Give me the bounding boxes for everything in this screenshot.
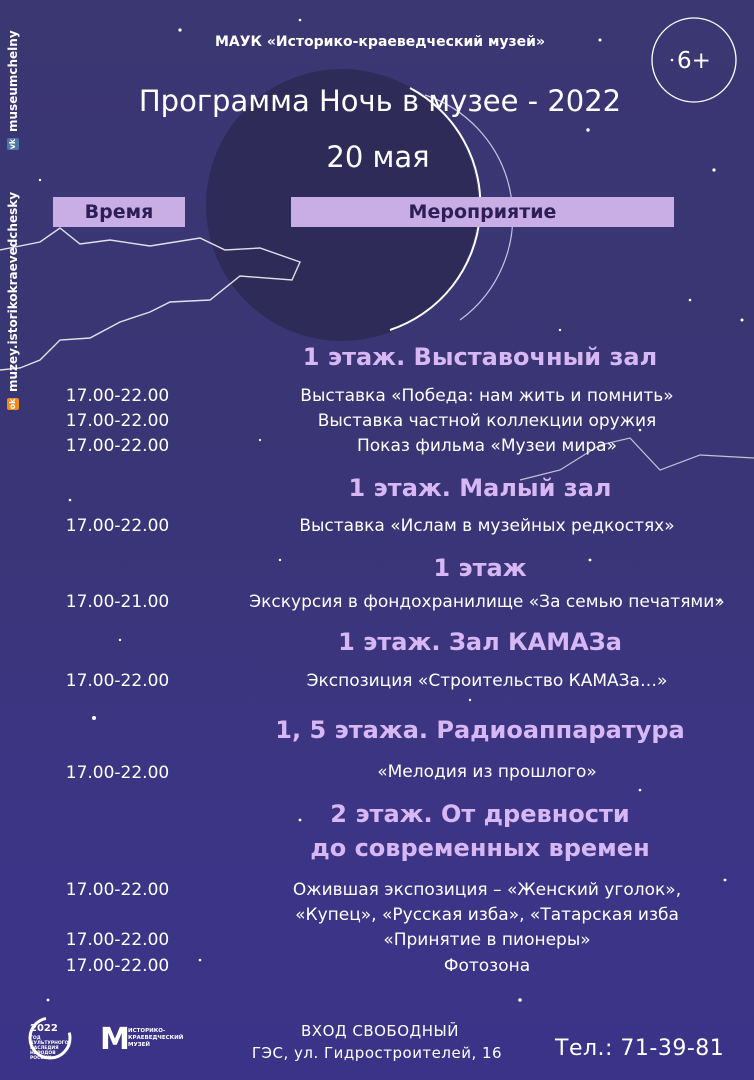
- schedule-event: Показ фильма «Музеи мира»: [357, 436, 617, 456]
- museum-logo-text: ИСТОРИКО- КРАЕВЕДЧЕСКИЙ МУЗЕЙ: [128, 1028, 184, 1048]
- free-entry-text: ВХОД СВОБОДНЫЙ: [301, 1022, 459, 1040]
- vk-icon: vk: [8, 138, 17, 150]
- heritage-logo-text: ГОД КУЛЬТУРНОГО НАСЛЕДИЯ НАРОДОВ РОССИИ: [30, 1036, 69, 1061]
- vk-sidebar-label: [6, 30, 20, 150]
- schedule-time: 17.00-22.00: [65, 411, 170, 431]
- schedule-time: 17.00-22.00: [65, 930, 170, 950]
- schedule-event: Выставка «Победа: нам жить и помнить»: [300, 386, 674, 406]
- vk-handle[interactable]: museumchelny: [6, 30, 20, 132]
- column-header-time: Время: [53, 197, 185, 227]
- schedule-event-line-1: Ожившая экспозиция – «Женский уголок»,: [292, 880, 682, 900]
- section-title: 1, 5 этажа. Радиоаппаратура: [275, 716, 685, 744]
- phone-text[interactable]: Тел.: 71-39-81: [555, 1036, 725, 1061]
- schedule-time: 17.00-21.00: [65, 592, 170, 612]
- odnoklassniki-icon: ok: [8, 398, 17, 410]
- age-rating: 6+: [677, 48, 711, 74]
- schedule-time: 17.00-22.00: [65, 386, 170, 406]
- address-text: ГЭС, ул. Гидростроителей, 16: [251, 1044, 503, 1062]
- section-title-line-2: до современных времен: [310, 834, 650, 862]
- section-title: 1 этаж. Малый зал: [348, 474, 612, 502]
- schedule-time: 17.00-22.00: [65, 671, 170, 691]
- schedule-time: 17.00-22.00: [65, 763, 170, 783]
- schedule-event: Экспозиция «Строительство КАМАЗа…»: [306, 671, 668, 691]
- page-title: Программа Ночь в музее - 2022: [138, 84, 622, 118]
- section-title: 1 этаж. Выставочный зал: [302, 343, 658, 371]
- organization-name: МАУК «Историко-краеведческий музей»: [214, 34, 545, 50]
- schedule-event-line-2: «Купец», «Русская изба», «Татарская изба: [295, 905, 679, 925]
- schedule-time: 17.00-22.00: [65, 516, 170, 536]
- schedule-time: 17.00-22.00: [65, 956, 170, 976]
- event-date: 20 мая: [326, 140, 430, 174]
- section-title: 1 этаж. Зал КАМАЗа: [338, 628, 622, 656]
- column-header-event: Мероприятие: [291, 197, 674, 227]
- section-title-line-1: 2 этаж. От древности: [330, 800, 630, 828]
- schedule-event: Выставка частной коллекции оружия: [317, 411, 657, 431]
- heritage-year-logo: [24, 1014, 84, 1064]
- museum-logo: [100, 1022, 184, 1064]
- heritage-logo-year: 2022: [30, 1023, 58, 1034]
- section-title: 1 этаж: [433, 554, 527, 582]
- site-sidebar-label: [6, 192, 20, 410]
- schedule-event: «Мелодия из прошлого»: [377, 762, 597, 782]
- museum-logo-mark: M: [100, 1022, 130, 1057]
- schedule-event: «Принятие в пионеры»: [383, 930, 591, 950]
- schedule-event: Выставка «Ислам в музейных редкостях»: [299, 516, 675, 536]
- schedule-time: 17.00-22.00: [65, 436, 170, 456]
- site-handle[interactable]: muzey.istorikokraevedchesky: [6, 191, 20, 392]
- schedule-event: Экскурсия в фондохранилище «За семью печатями»: [249, 592, 725, 612]
- schedule-event: Фотозона: [443, 956, 531, 976]
- schedule-time: 17.00-22.00: [65, 880, 170, 900]
